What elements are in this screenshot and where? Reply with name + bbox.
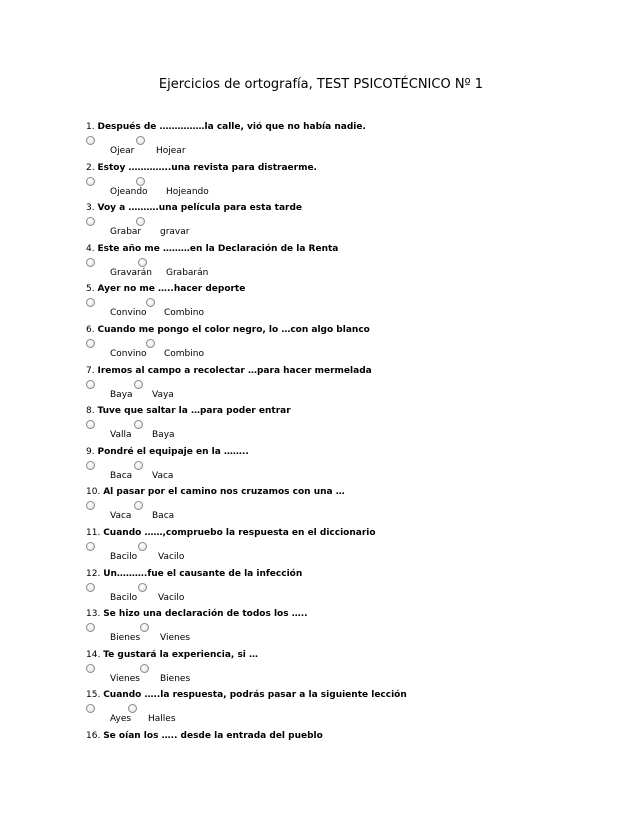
question-text: Después de ……………la calle, vió que no había nadie. [97, 122, 366, 132]
option-label: Combino [164, 308, 204, 319]
radio-button-2[interactable] [138, 258, 147, 267]
option-label: Ojeando [110, 186, 148, 197]
answer-options [86, 175, 606, 202]
option-label: Vienes [110, 673, 140, 684]
question-item [86, 404, 606, 445]
radio-button-1[interactable] [86, 177, 95, 186]
radio-button-1[interactable] [86, 420, 95, 429]
question-item [86, 526, 606, 567]
option-label: Vacilo [158, 552, 185, 562]
radio-button-1[interactable] [86, 501, 95, 510]
option-label: Hojear [156, 146, 186, 156]
radio-button-2[interactable] [134, 461, 143, 470]
answer-options [86, 499, 606, 526]
radio-button-2[interactable] [128, 704, 137, 713]
question-number: 1. [86, 122, 95, 132]
question-item [86, 120, 606, 161]
option-label: Halles [148, 714, 176, 725]
question-text: Se oían los ….. desde la entrada del pueblo [103, 731, 323, 741]
answer-options [86, 296, 606, 323]
question-item [86, 445, 606, 486]
answer-options [86, 256, 606, 283]
option-label: Baya [152, 430, 175, 441]
option-label: Bacilo [110, 592, 138, 603]
radio-button-2[interactable] [146, 298, 155, 307]
question-number: 15. [86, 690, 101, 701]
option-label: Valla [110, 430, 132, 441]
question-line [86, 526, 606, 540]
question-line [86, 120, 606, 134]
option-label: Vacilo [158, 592, 185, 603]
option-label: Baca [110, 470, 133, 481]
answer-options [86, 581, 606, 608]
question-line [86, 607, 606, 621]
radio-button-2[interactable] [138, 583, 147, 592]
radio-button-1[interactable] [86, 542, 95, 551]
option-label: Vaca [110, 511, 132, 522]
question-number: 6. [86, 325, 95, 335]
option-label: Ayes [110, 714, 132, 725]
option-label: Baya [110, 389, 133, 400]
question-number: 9. [86, 446, 95, 457]
option-label: Vaca [152, 470, 174, 481]
option-label: Grabarán [166, 267, 209, 278]
question-number: 5. [86, 284, 95, 295]
question-line [86, 567, 606, 581]
option-label: Bienes [160, 673, 191, 684]
question-number: 8. [86, 406, 95, 417]
radio-button-1[interactable] [86, 461, 95, 470]
option-label: gravar [160, 227, 190, 238]
radio-button-1[interactable] [86, 217, 95, 226]
question-text: Cuando me pongo el color negro, lo …con algo blanco [97, 325, 370, 335]
answer-options [86, 337, 606, 364]
question-number: 13. [86, 609, 101, 620]
option-label: Bacilo [110, 552, 138, 562]
question-item [86, 323, 606, 364]
option-label: Ojear [110, 146, 135, 156]
question-text: Al pasar por el camino nos cruzamos con una … [103, 487, 345, 498]
radio-button-2[interactable] [136, 177, 145, 186]
option-label: Combino [164, 349, 204, 359]
radio-button-1[interactable] [86, 664, 95, 673]
question-number: 12. [86, 568, 101, 579]
answer-options [86, 459, 606, 486]
radio-button-2[interactable] [140, 664, 149, 673]
answer-options [86, 702, 606, 729]
question-line [86, 282, 606, 296]
question-line [86, 242, 606, 256]
question-line [86, 688, 606, 702]
question-item [86, 364, 606, 405]
option-label: Hojeando [166, 186, 209, 197]
question-number: 3. [86, 203, 95, 214]
answer-options [86, 540, 606, 567]
radio-button-1[interactable] [86, 583, 95, 592]
question-item [86, 242, 606, 283]
question-text: Cuando …..la respuesta, podrás pasar a la siguiente lección [103, 690, 407, 701]
option-label: Bienes [110, 633, 141, 644]
question-text: Este año me ………en la Declaración de la Renta [97, 243, 339, 254]
radio-button-1[interactable] [86, 339, 95, 348]
option-label: Vaya [152, 389, 174, 400]
question-item [86, 485, 606, 526]
option-label: Grabar [110, 227, 142, 238]
question-text: Un……….fue el causante de la infección [103, 568, 303, 579]
question-line [86, 364, 606, 378]
question-text: Estoy …………..una revista para distraerme. [97, 162, 317, 173]
question-item [86, 161, 606, 202]
answer-options [86, 134, 606, 161]
question-number: 4. [86, 243, 95, 254]
question-number: 16. [86, 731, 101, 741]
radio-button-2[interactable] [134, 420, 143, 429]
question-line [86, 648, 606, 662]
question-text: Iremos al campo a recolectar …para hacer mermelada [97, 365, 372, 376]
option-label: Baca [152, 511, 175, 522]
question-line [86, 161, 606, 175]
question-number: 2. [86, 162, 95, 173]
radio-button-2[interactable] [138, 542, 147, 551]
radio-button-1[interactable] [86, 136, 95, 145]
page-title: Ejercicios de ortografía, TEST PSICOTÉCNICO Nº 1 [158, 77, 484, 92]
answer-options [86, 662, 606, 689]
radio-button-1[interactable] [86, 704, 95, 713]
question-text: Se hizo una declaración de todos los ….. [103, 609, 308, 620]
question-line [86, 323, 606, 337]
answer-options [86, 215, 606, 242]
radio-button-2[interactable] [136, 217, 145, 226]
question-text: Ayer no me …..hacer deporte [97, 284, 246, 295]
question-item [86, 201, 606, 242]
question-text: Pondré el equipaje en la …….. [97, 446, 249, 457]
radio-button-1[interactable] [86, 258, 95, 267]
question-number: 10. [86, 487, 101, 498]
question-line [86, 404, 606, 418]
question-line [86, 201, 606, 215]
question-item [86, 688, 606, 729]
question-text: Tuve que saltar la …para poder entrar [97, 406, 291, 417]
option-label: Gravarán [110, 267, 152, 278]
question-text: Te gustará la experiencia, si … [103, 649, 259, 660]
answer-options [86, 621, 606, 648]
answer-options [86, 378, 606, 405]
question-number: 7. [86, 365, 95, 376]
question-item [86, 607, 606, 648]
radio-button-2[interactable] [140, 623, 149, 632]
answer-options [86, 418, 606, 445]
question-item [86, 648, 606, 689]
radio-button-2[interactable] [146, 339, 155, 348]
radio-button-2[interactable] [134, 380, 143, 389]
radio-button-1[interactable] [86, 298, 95, 307]
option-label: Vienes [160, 633, 190, 644]
question-line [86, 485, 606, 499]
radio-button-2[interactable] [136, 136, 145, 145]
option-label: Convino [110, 308, 147, 319]
question-line [86, 729, 606, 743]
radio-button-1[interactable] [86, 623, 95, 632]
question-line [86, 445, 606, 459]
question-item [86, 567, 606, 608]
question-item [86, 729, 606, 743]
radio-button-2[interactable] [134, 501, 143, 510]
question-item [86, 282, 606, 323]
question-number: 14. [86, 649, 101, 660]
option-label: Convino [110, 349, 147, 359]
question-text: Voy a ……….una película para esta tarde [97, 203, 303, 214]
question-text: Cuando ……,compruebo la respuesta en el diccionario [103, 528, 376, 538]
question-number: 11. [86, 528, 101, 538]
radio-button-1[interactable] [86, 380, 95, 389]
